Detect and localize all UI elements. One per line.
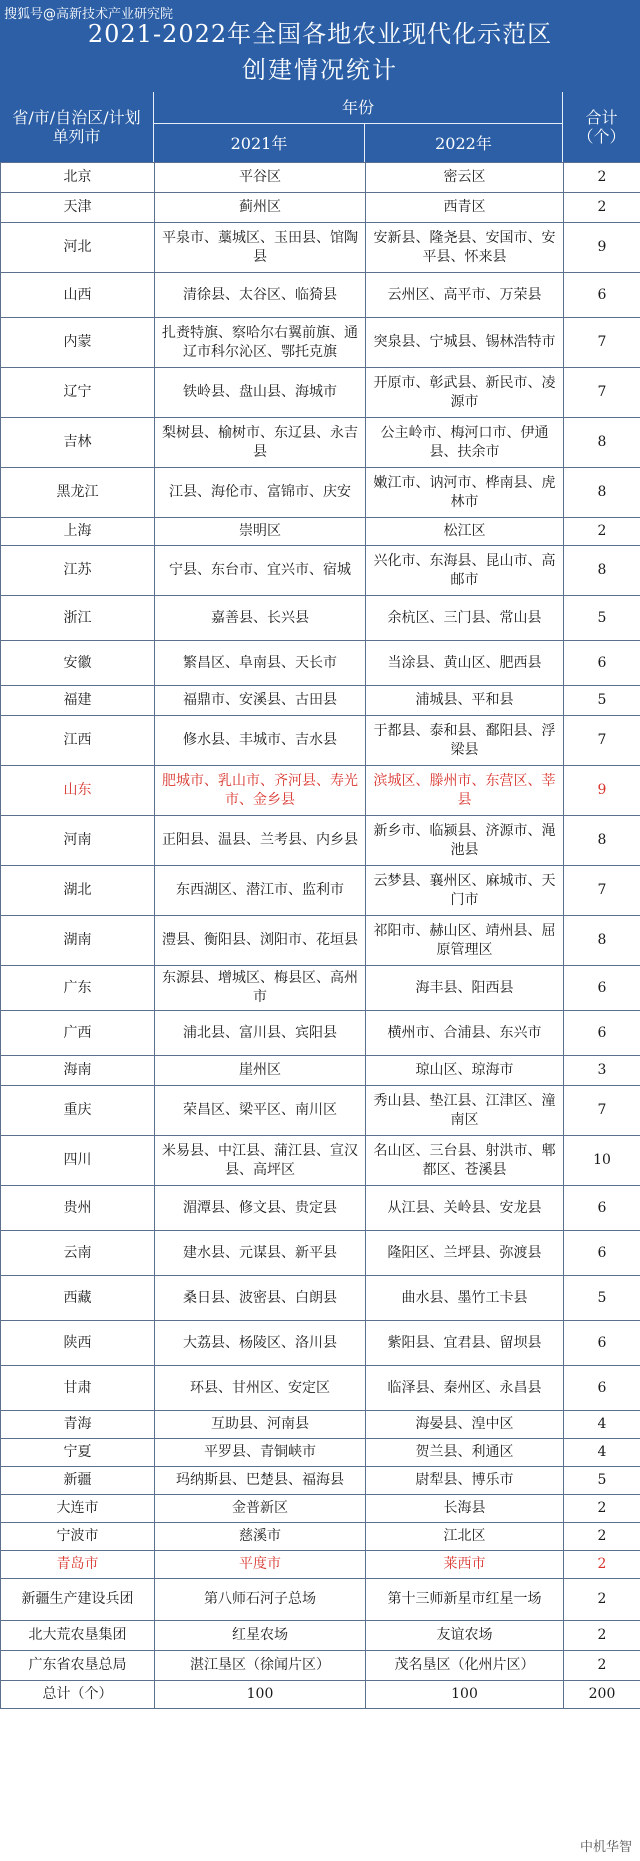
cell-region: 西藏 [1, 1276, 155, 1321]
cell-region: 北京 [1, 163, 155, 193]
cell-2021: 玛纳斯县、巴楚县、福海县 [155, 1467, 366, 1495]
cell-region: 河南 [1, 816, 155, 866]
header-region: 省/市/自治区/计划单列市 [0, 92, 154, 162]
cell-2022: 隆阳区、兰坪县、弥渡县 [366, 1231, 564, 1276]
cell-2022: 祁阳市、赫山区、靖州县、屈原管理区 [366, 916, 564, 966]
cell-count: 8 [564, 546, 640, 596]
header-2022: 2022年 [365, 124, 563, 162]
cell-2022: 当涂县、黄山区、肥西县 [366, 641, 564, 686]
cell-2022: 长海县 [366, 1495, 564, 1523]
cell-2021: 蓟州区 [155, 193, 366, 223]
cell-count: 2 [564, 193, 640, 223]
cell-count: 3 [564, 1056, 640, 1086]
cell-2021: 环县、甘州区、安定区 [155, 1366, 366, 1411]
cell-region: 青岛市 [1, 1551, 155, 1579]
table-row [1, 1231, 640, 1276]
cell-2021: 东源县、增城区、梅县区、高州市 [155, 966, 366, 1011]
cell-count: 5 [564, 1467, 640, 1495]
cell-count: 7 [564, 368, 640, 418]
table-row [1, 518, 640, 546]
table-row [1, 223, 640, 273]
cell-2022: 突泉县、宁城县、锡林浩特市 [366, 318, 564, 368]
cell-count: 4 [564, 1439, 640, 1467]
cell-count: 4 [564, 1411, 640, 1439]
cell-count: 2 [564, 1551, 640, 1579]
table-row [1, 163, 640, 193]
cell-region: 四川 [1, 1136, 155, 1186]
cell-2022: 西青区 [366, 193, 564, 223]
page-title: 2021-2022年全国各地农业现代化示范区 [87, 20, 553, 48]
demo-zone-table [0, 162, 640, 1709]
cell-2022: 第十三师新星市红星一场 [366, 1579, 564, 1621]
cell-2021: 慈溪市 [155, 1523, 366, 1551]
cell-2021: 肥城市、乳山市、齐河县、寿光市、金乡县 [155, 766, 366, 816]
column-header [0, 92, 640, 162]
cell-count: 8 [564, 816, 640, 866]
cell-count: 2 [564, 1523, 640, 1551]
table-row [1, 1086, 640, 1136]
cell-2022: 100 [366, 1681, 564, 1709]
cell-2021: 浦北县、富川县、宾阳县 [155, 1011, 366, 1056]
cell-region: 云南 [1, 1231, 155, 1276]
cell-region: 大连市 [1, 1495, 155, 1523]
cell-region: 山西 [1, 273, 155, 318]
table-row [1, 1579, 640, 1621]
cell-count: 200 [564, 1681, 640, 1709]
table-row [1, 1056, 640, 1086]
cell-region: 陕西 [1, 1321, 155, 1366]
cell-count: 10 [564, 1136, 640, 1186]
cell-2021: 繁昌区、阜南县、天长市 [155, 641, 366, 686]
cell-2022: 云梦县、襄州区、麻城市、天门市 [366, 866, 564, 916]
cell-region: 总计（个） [1, 1681, 155, 1709]
table-row [1, 1011, 640, 1056]
cell-2022: 密云区 [366, 163, 564, 193]
table-row [1, 686, 640, 716]
watermark: 搜狐号@高新技术产业研究院 [4, 7, 174, 22]
cell-2022: 江北区 [366, 1523, 564, 1551]
cell-2021: 澧县、衡阳县、浏阳市、花垣县 [155, 916, 366, 966]
cell-region: 海南 [1, 1056, 155, 1086]
cell-2022: 海晏县、湟中区 [366, 1411, 564, 1439]
cell-count: 9 [564, 766, 640, 816]
table-row [1, 596, 640, 641]
cell-2022: 余杭区、三门县、常山县 [366, 596, 564, 641]
cell-count: 5 [564, 686, 640, 716]
cell-2021: 平泉市、藁城区、玉田县、馆陶县 [155, 223, 366, 273]
cell-region: 河北 [1, 223, 155, 273]
cell-2021: 第八师石河子总场 [155, 1579, 366, 1621]
cell-count: 6 [564, 1321, 640, 1366]
table-row [1, 468, 640, 518]
cell-region: 山东 [1, 766, 155, 816]
table-row [1, 546, 640, 596]
table-row [1, 1621, 640, 1651]
cell-count: 6 [564, 1366, 640, 1411]
table-row [1, 716, 640, 766]
cell-2021: 米易县、中江县、蒲江县、宣汉县、高坪区 [155, 1136, 366, 1186]
cell-2022: 海丰县、阳西县 [366, 966, 564, 1011]
cell-2021: 清徐县、太谷区、临猗县 [155, 273, 366, 318]
table-row [1, 1321, 640, 1366]
page-subtitle: 创建情况统计 [242, 56, 398, 84]
cell-region: 内蒙 [1, 318, 155, 368]
cell-region: 宁波市 [1, 1523, 155, 1551]
cell-2022: 尉犁县、博乐市 [366, 1467, 564, 1495]
cell-count: 8 [564, 418, 640, 468]
cell-2022: 茂名垦区（化州片区） [366, 1651, 564, 1681]
table-row [1, 193, 640, 223]
cell-2022: 临泽县、秦州区、永昌县 [366, 1366, 564, 1411]
title-banner [0, 0, 640, 92]
cell-2022: 浦城县、平和县 [366, 686, 564, 716]
cell-2021: 宁县、东台市、宜兴市、宿城 [155, 546, 366, 596]
cell-region: 贵州 [1, 1186, 155, 1231]
cell-2021: 湛江垦区（徐闻片区） [155, 1651, 366, 1681]
cell-count: 2 [564, 1495, 640, 1523]
cell-region: 甘肃 [1, 1366, 155, 1411]
table-row [1, 966, 640, 1011]
cell-region: 北大荒农垦集团 [1, 1621, 155, 1651]
cell-2021: 修水县、丰城市、吉水县 [155, 716, 366, 766]
table-row [1, 273, 640, 318]
cell-count: 2 [564, 518, 640, 546]
cell-2021: 平度市 [155, 1551, 366, 1579]
cell-count: 7 [564, 1086, 640, 1136]
cell-region: 天津 [1, 193, 155, 223]
cell-region: 新疆生产建设兵团 [1, 1579, 155, 1621]
cell-2022: 开原市、彰武县、新民市、凌源市 [366, 368, 564, 418]
cell-2021: 扎赉特旗、察哈尔右翼前旗、通辽市科尔沁区、鄂托克旗 [155, 318, 366, 368]
cell-2021: 100 [155, 1681, 366, 1709]
table-row [1, 1467, 640, 1495]
cell-2022: 秀山县、垫江县、江津区、潼南区 [366, 1086, 564, 1136]
cell-count: 9 [564, 223, 640, 273]
table-row [1, 916, 640, 966]
cell-2021: 东西湖区、潜江市、监利市 [155, 866, 366, 916]
cell-2021: 互助县、河南县 [155, 1411, 366, 1439]
cell-count: 2 [564, 1579, 640, 1621]
cell-count: 6 [564, 1186, 640, 1231]
cell-count: 7 [564, 716, 640, 766]
cell-region: 江苏 [1, 546, 155, 596]
cell-count: 6 [564, 641, 640, 686]
cell-count: 6 [564, 1231, 640, 1276]
cell-region: 广东 [1, 966, 155, 1011]
table-row [1, 1276, 640, 1321]
cell-count: 5 [564, 1276, 640, 1321]
cell-2021: 铁岭县、盘山县、海城市 [155, 368, 366, 418]
cell-count: 6 [564, 966, 640, 1011]
cell-count: 6 [564, 273, 640, 318]
cell-region: 吉林 [1, 418, 155, 468]
cell-region: 安徽 [1, 641, 155, 686]
cell-count: 8 [564, 916, 640, 966]
table-row [1, 1186, 640, 1231]
cell-count: 6 [564, 1011, 640, 1056]
table-row [1, 1523, 640, 1551]
table-row [1, 641, 640, 686]
corner-badge: 中机华智 [579, 1840, 632, 1855]
cell-2022: 云州区、高平市、万荣县 [366, 273, 564, 318]
table-row [1, 1551, 640, 1579]
table-row [1, 1136, 640, 1186]
cell-region: 宁夏 [1, 1439, 155, 1467]
cell-2022: 嫩江市、讷河市、桦南县、虎林市 [366, 468, 564, 518]
cell-2021: 福鼎市、安溪县、古田县 [155, 686, 366, 716]
cell-count: 2 [564, 1651, 640, 1681]
cell-2022: 从江县、关岭县、安龙县 [366, 1186, 564, 1231]
cell-region: 重庆 [1, 1086, 155, 1136]
table-row [1, 1651, 640, 1681]
cell-2022: 贺兰县、利通区 [366, 1439, 564, 1467]
cell-2021: 平谷区 [155, 163, 366, 193]
cell-2022: 兴化市、东海县、昆山市、高邮市 [366, 546, 564, 596]
cell-region: 浙江 [1, 596, 155, 641]
cell-2022: 琼山区、琼海市 [366, 1056, 564, 1086]
cell-region: 辽宁 [1, 368, 155, 418]
cell-region: 上海 [1, 518, 155, 546]
cell-2021: 大荔县、杨陵区、洛川县 [155, 1321, 366, 1366]
cell-2022: 名山区、三台县、射洪市、郫都区、苍溪县 [366, 1136, 564, 1186]
cell-2022: 曲水县、墨竹工卡县 [366, 1276, 564, 1321]
cell-2021: 金普新区 [155, 1495, 366, 1523]
cell-region: 黑龙江 [1, 468, 155, 518]
cell-count: 8 [564, 468, 640, 518]
table-row [1, 1681, 640, 1709]
table-row [1, 1439, 640, 1467]
cell-2022: 新乡市、临颍县、济源市、渑池县 [366, 816, 564, 866]
cell-2021: 桑日县、波密县、白朗县 [155, 1276, 366, 1321]
cell-2022: 公主岭市、梅河口市、伊通县、扶余市 [366, 418, 564, 468]
cell-region: 新疆 [1, 1467, 155, 1495]
cell-2022: 莱西市 [366, 1551, 564, 1579]
table-row [1, 368, 640, 418]
cell-2021: 正阳县、温县、兰考县、内乡县 [155, 816, 366, 866]
table-row [1, 418, 640, 468]
cell-count: 2 [564, 163, 640, 193]
cell-count: 2 [564, 1621, 640, 1651]
cell-region: 江西 [1, 716, 155, 766]
header-2021: 2021年 [154, 124, 365, 162]
table-row [1, 1366, 640, 1411]
cell-2021: 梨树县、榆树市、东辽县、永吉县 [155, 418, 366, 468]
cell-2021: 崖州区 [155, 1056, 366, 1086]
table-row [1, 318, 640, 368]
table-row [1, 1411, 640, 1439]
cell-2021: 红星农场 [155, 1621, 366, 1651]
table-row [1, 866, 640, 916]
cell-region: 青海 [1, 1411, 155, 1439]
table-row [1, 816, 640, 866]
cell-2021: 嘉善县、长兴县 [155, 596, 366, 641]
cell-2022: 安新县、隆尧县、安国市、安平县、怀来县 [366, 223, 564, 273]
cell-2021: 平罗县、青铜峡市 [155, 1439, 366, 1467]
cell-2021: 江县、海伦市、富锦市、庆安 [155, 468, 366, 518]
cell-region: 广东省农垦总局 [1, 1651, 155, 1681]
cell-2022: 友谊农场 [366, 1621, 564, 1651]
cell-count: 7 [564, 318, 640, 368]
cell-count: 5 [564, 596, 640, 641]
cell-2022: 横州市、合浦县、东兴市 [366, 1011, 564, 1056]
cell-region: 湖北 [1, 866, 155, 916]
cell-2021: 湄潭县、修文县、贵定县 [155, 1186, 366, 1231]
cell-2021: 荣昌区、梁平区、南川区 [155, 1086, 366, 1136]
header-total: 合计（个） [577, 108, 626, 146]
cell-2022: 紫阳县、宜君县、留坝县 [366, 1321, 564, 1366]
cell-2021: 建水县、元谋县、新平县 [155, 1231, 366, 1276]
cell-2022: 松江区 [366, 518, 564, 546]
header-year: 年份 [154, 92, 563, 124]
table-row [1, 1495, 640, 1523]
cell-count: 7 [564, 866, 640, 916]
cell-region: 广西 [1, 1011, 155, 1056]
cell-region: 福建 [1, 686, 155, 716]
cell-region: 湖南 [1, 916, 155, 966]
table-row [1, 766, 640, 816]
cell-2022: 滨城区、滕州市、东营区、莘县 [366, 766, 564, 816]
cell-2021: 崇明区 [155, 518, 366, 546]
cell-2022: 于都县、泰和县、鄱阳县、浮梁县 [366, 716, 564, 766]
